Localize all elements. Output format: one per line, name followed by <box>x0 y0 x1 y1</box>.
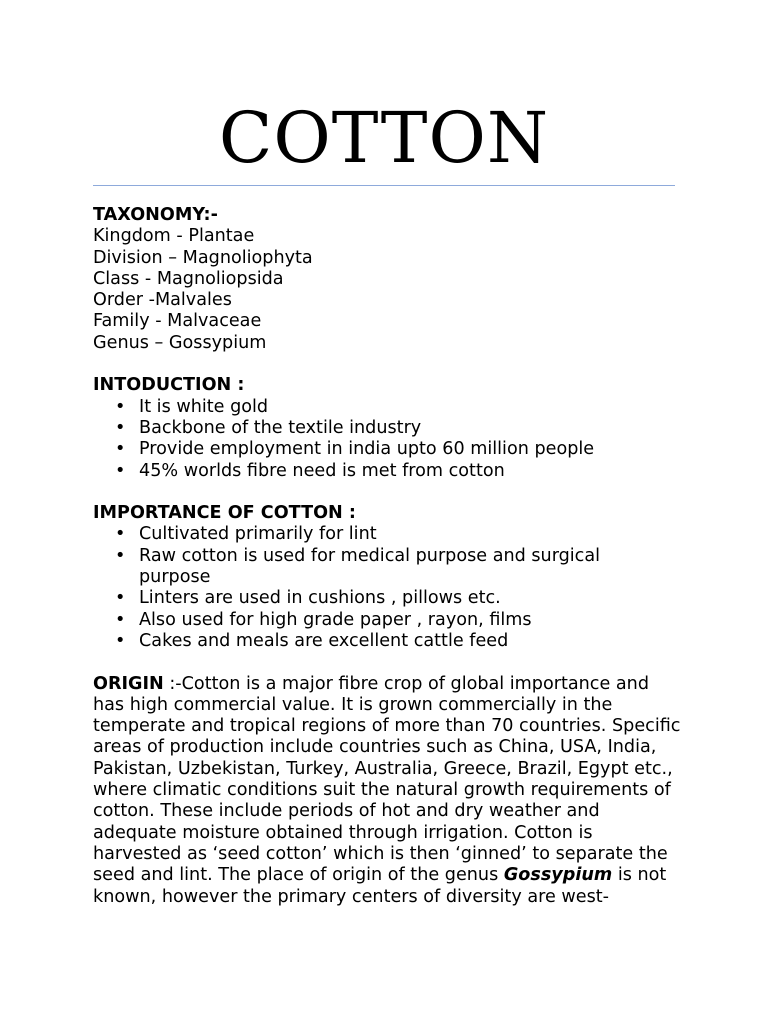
list-item <box>93 418 683 439</box>
list-item-text: Cultivated primarily for lint <box>139 524 377 545</box>
bullet-icon: • <box>115 545 126 566</box>
document-body <box>93 205 683 908</box>
origin-section <box>93 674 683 908</box>
taxonomy-order: Order -Malvales <box>93 290 232 311</box>
taxonomy-heading: TAXONOMY:- <box>93 205 218 225</box>
list-item-text: Linters are used in cushions , pillows etc. <box>139 588 501 609</box>
bullet-icon: • <box>115 396 126 417</box>
list-item-text: Cakes and meals are excellent cattle feed <box>139 630 509 651</box>
taxonomy-section <box>93 205 683 354</box>
bullet-icon: • <box>115 588 126 609</box>
importance-heading: IMPORTANCE OF COTTON : <box>93 503 356 524</box>
introduction-section <box>93 375 683 481</box>
list-item-text: Backbone of the textile industry <box>139 417 422 438</box>
origin-genus: Gossypium <box>503 865 613 886</box>
list-item <box>93 439 683 460</box>
taxonomy-genus: Genus – Gossypium <box>93 332 267 353</box>
bullet-icon: • <box>115 417 126 438</box>
bullet-icon: • <box>115 524 126 545</box>
list-item-text: 45% worlds fibre need is met from cotton <box>139 460 505 481</box>
taxonomy-class: Class - Magnoliopsida <box>93 268 284 289</box>
title-divider <box>93 185 675 186</box>
importance-section <box>93 503 683 652</box>
list-item-text: Provide employment in india upto 60 million people <box>139 439 595 460</box>
origin-separator: :- <box>169 673 182 694</box>
taxonomy-family: Family - Malvaceae <box>93 311 262 332</box>
bullet-icon: • <box>115 439 126 460</box>
bullet-icon: • <box>115 609 126 630</box>
list-item-text: Raw cotton is used for medical purpose and surgical purpose <box>139 545 601 588</box>
introduction-heading: INTODUCTION : <box>93 375 245 396</box>
list-item <box>93 631 683 652</box>
list-item <box>93 397 683 418</box>
list-item-text: Also used for high grade paper , rayon, films <box>139 609 532 630</box>
importance-list <box>93 524 683 652</box>
origin-text: Cotton is a major fibre crop of global importance and has high commercial value. It is grown commercially in the temperate and tropical regions of more than 70 countries. Specific areas of production include countries such as China, USA, India, Pakistan, Uzbekistan, Turkey, Australia, Greece, Brazil, Egypt etc., where climatic conditions suit the natural growth requirements of cotton. These include periods of hot and dry weather and adequate moisture obtained through irrigation. Cotton is harvested as ‘seed cotton’ which is then ‘ginned’ to separate the seed and lint. The place of origin of the genus <box>93 673 681 886</box>
list-item <box>93 524 683 545</box>
list-item-text: It is white gold <box>139 396 269 417</box>
taxonomy-kingdom: Kingdom - Plantae <box>93 226 255 247</box>
list-item <box>93 610 683 631</box>
document-title: COTTON <box>218 97 550 179</box>
origin-text-continued: is not known, however the primary centers of diversity are west- <box>93 865 667 907</box>
list-item <box>93 546 659 589</box>
list-item <box>93 461 683 482</box>
introduction-list <box>93 397 683 482</box>
taxonomy-division: Division – Magnoliophyta <box>93 247 313 268</box>
bullet-icon: • <box>115 460 126 481</box>
origin-paragraph <box>93 674 683 908</box>
bullet-icon: • <box>115 630 126 651</box>
origin-label: ORIGIN <box>93 673 164 694</box>
list-item <box>93 588 683 609</box>
